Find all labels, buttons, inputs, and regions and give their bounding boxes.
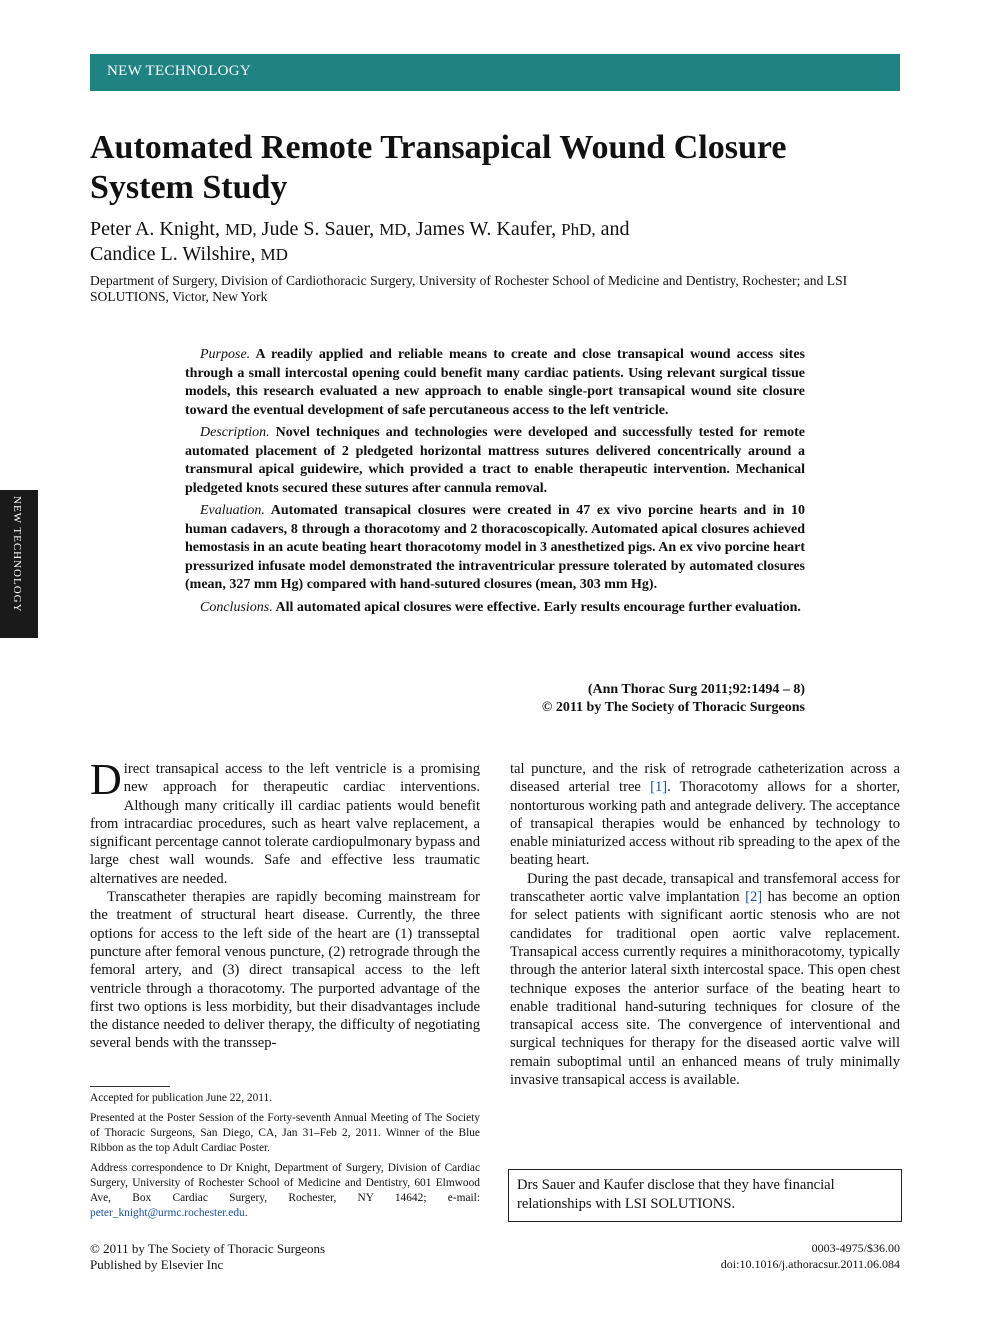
paragraph-text: . Thoracotomy allows for a shorter, nontorturous working path and antegrade delivery. The acceptance of transapical therapies would be enhanced by technology to enable miniaturized access without rib spreading to the apex of the beating heart. xyxy=(510,779,901,869)
body-paragraph xyxy=(90,755,480,888)
author-list xyxy=(90,217,890,267)
author-name: James W. Kaufer, xyxy=(415,218,557,240)
abstract xyxy=(185,346,805,621)
abstract-text: Automated transapical closures were created in 47 ex vivo porcine hearts and in 10 human cadavers, 8 through a thoracotomy and 2 thoracoscopically. Automated apical closures achieved hemostasis in an acute beating heart thoracotomy model in 3 anesthetized pigs. An ex vivo porcine heart pressurized infusate model demonstrated the intraventricular pressure tolerated by automated closures (mean, 327 mm Hg) compared with hand-sutured closures (mean, 303 mm Hg). xyxy=(185,503,805,592)
footnotes xyxy=(90,1091,480,1226)
footer-copyright: © 2011 by The Society of Thoracic Surgeons xyxy=(90,1241,326,1256)
author-name: Jude S. Sauer, xyxy=(261,218,375,240)
author-degree: PhD, xyxy=(561,220,596,239)
disclosure-box: Drs Sauer and Kaufer disclose that they have financial relationships with LSI SOLUTIONS. xyxy=(508,1169,902,1222)
abstract-text: A readily applied and reliable means to create and close transapical wound access sites through a small intercostal opening could benefit many cardiac patients. Using relevant surgical tissue models, this research evaluated a new approach to enable single-port transapical wound site closure toward the eventual development of safe percutaneous access to the left ventricle. xyxy=(185,347,805,418)
footer-publisher: Published by Elsevier Inc xyxy=(90,1256,224,1272)
section-banner xyxy=(90,54,900,91)
footnote-accepted: Accepted for publication June 22, 2011. xyxy=(90,1092,273,1104)
journal-citation: (Ann Thorac Surg 2011;92:1494 – 8) xyxy=(587,682,805,697)
abstract-label: Purpose. xyxy=(200,347,251,362)
abstract-text: All automated apical closures were effective. Early results encourage further evaluation. xyxy=(275,599,801,615)
abstract-purpose xyxy=(185,346,805,420)
body-paragraph xyxy=(510,870,900,1090)
body-paragraph: Transcatheter therapies are rapidly becoming mainstream for the treatment of structural heart disease. Currently, the three options for access to the left side of the heart are (1) transseptal puncture after femoral venous puncture, (2) retrograde through the femoral artery, and (3) direct transapical access to the left ventricle through a thoracotomy. The purported advantage of the first two options is less morbidity, but their disadvantages include the distance needed to deliver therapy, the difficulty of negotiating several bends with the transsep- xyxy=(90,889,480,1052)
abstract-description xyxy=(185,424,805,498)
abstract-label: Evaluation. xyxy=(200,503,265,518)
author-degree: MD xyxy=(260,245,288,264)
body-paragraph xyxy=(510,760,900,870)
body-column-right xyxy=(510,760,900,1089)
footnote-address-text: Address correspondence to Dr Knight, Department of Surgery, Division of Cardiac Surgery, University of Rochester School of Medicine and Dentistry, 601 Elmwood Ave, Box Cardiac Surgery, Rochester, NY 14642; e-mail: xyxy=(90,1162,480,1204)
reference-link[interactable]: [1] xyxy=(650,779,668,796)
author-conjunction: and xyxy=(600,218,630,240)
footnote-address-end: . xyxy=(244,1207,248,1219)
abstract-label: Conclusions. xyxy=(200,599,273,615)
citation-block xyxy=(542,681,805,717)
paragraph-text: irect transapical access to the left ventricle is a promising new approach for therapeutic cardiac interventions. Although many critically ill cardiac patients would benefit from intracardiac procedures, such as heart valve replacement, a significant percentage cannot tolerate cardiopulmonary bypass and large chest wall wounds. Safe and effective less traumatic alternatives are needed. xyxy=(90,761,480,887)
abstract-evaluation xyxy=(185,502,805,595)
footnote-presented: Presented at the Poster Session of the Forty-seventh Annual Meeting of The Society of Thoracic Surgeons, San Diego, CA, Jan 31–Feb 2, 2011. Winner of the Blue Ribbon as the top Adult Cardiac Poster. xyxy=(90,1112,480,1154)
drop-cap: D xyxy=(90,755,122,804)
abstract-conclusions xyxy=(185,599,805,618)
paragraph-text: tal puncture, and the risk of retrograde catheterization across a diseased arterial tree xyxy=(510,761,900,796)
author-name: Candice L. Wilshire, xyxy=(90,243,256,265)
footnote-address xyxy=(90,1161,480,1221)
email-link[interactable]: peter_knight@urmc.rochester.edu xyxy=(90,1207,245,1219)
paragraph-text: has become an option for select patients with significant aortic stenosis who are not candidates for traditional open aortic valve replacement. Transapical access currently requires a minithoracotomy, typically through the anterior lateral sixth intercostal space. This open chest technique exposes the anterior surface of the beating heart to enable traditional hand-suturing techniques for closure of the transapical access site. The convergence of interventional and surgical techniques for therapy for the diseased aortic valve will remain suboptimal until an enhanced means of truly minimally invasive transapical access is available. xyxy=(510,889,900,1089)
body-column-left xyxy=(90,755,480,1053)
paragraph-text: During the past decade, transapical and transfemoral access for transcatheter aortic valve implantation xyxy=(510,870,900,906)
footer-price: 0003-4975/$36.00 xyxy=(811,1241,900,1255)
author-name: Peter A. Knight, xyxy=(90,218,220,240)
footer-doi: doi:10.1016/j.athoracsur.2011.06.084 xyxy=(720,1256,900,1271)
footnote-divider xyxy=(90,1086,170,1087)
footer-left xyxy=(90,1241,325,1272)
author-degree: MD, xyxy=(225,220,257,239)
abstract-label: Description. xyxy=(200,425,270,440)
author-degree: MD, xyxy=(379,220,411,239)
reference-link[interactable]: [2] xyxy=(745,889,763,906)
article-title: Automated Remote Transapical Wound Closure System Study xyxy=(90,129,787,206)
citation-copyright: © 2011 by The Society of Thoracic Surgeons xyxy=(541,700,805,715)
footer-right xyxy=(721,1241,900,1272)
affiliation: Department of Surgery, Division of Cardiothoracic Surgery, University of Rochester School of Medicine and Dentistry, Rochester; and LSI SOLUTIONS, Victor, New York xyxy=(90,273,848,304)
side-section-tab-label: NEW TECHNOLOGY xyxy=(11,496,23,613)
abstract-text: Novel techniques and technologies were developed and successfully tested for remote automated placement of 2 pledgeted horizontal mattress sutures delivered concentrically around a transmural apical guidewire, which provided a tract to enable therapeutic intervention. Mechanical pledgeted knots secured these sutures after cannula removal. xyxy=(185,425,805,496)
side-section-tab xyxy=(0,490,38,638)
section-banner-label: NEW TECHNOLOGY xyxy=(107,63,252,79)
